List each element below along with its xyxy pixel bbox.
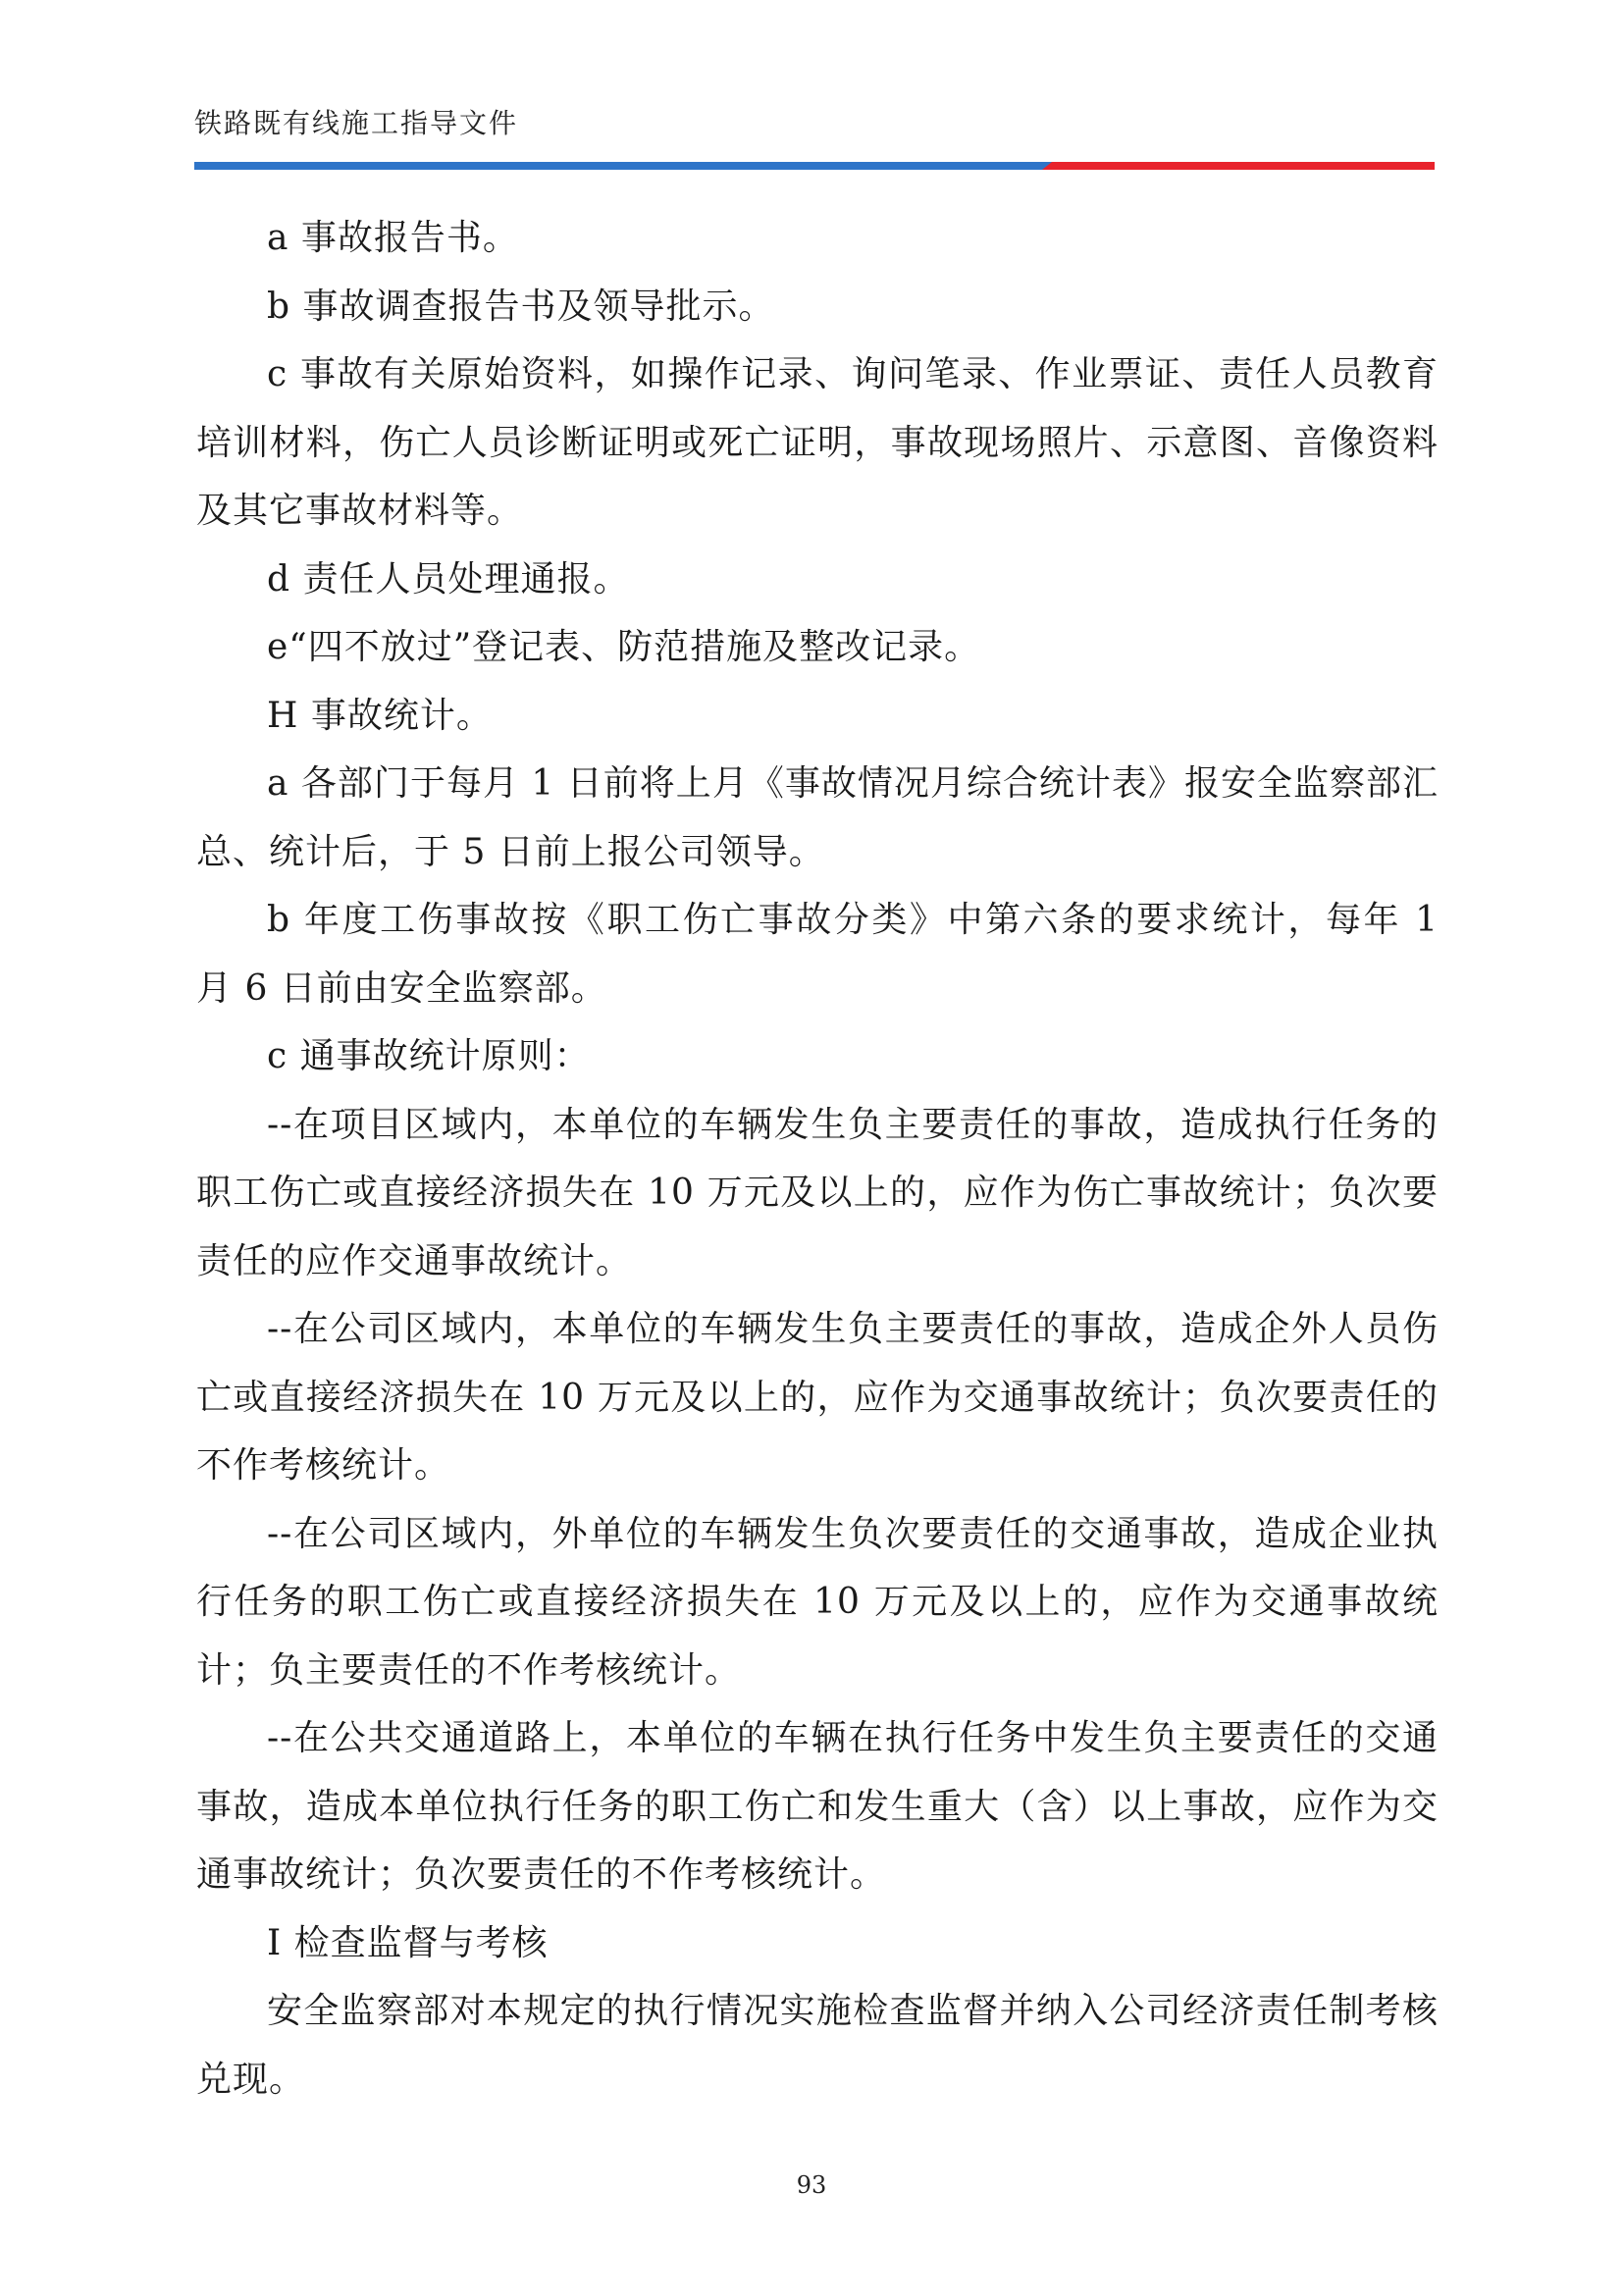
paragraph: a 各部门于每月 1 日前将上月《事故情况月综合统计表》报安全监察部汇总、统计后，于 5 日前上报公司领导。 (196, 763, 1439, 872)
section-heading: I 检查监督与考核 (267, 1922, 549, 1963)
header-rule-red (1042, 162, 1435, 170)
page-number: 93 (796, 2171, 827, 2199)
paragraph: c 事故有关原始资料，如操作记录、询问笔录、作业票证、责任人员教育培训材料，伤亡人员诊断证明或死亡证明，事故现场照片、示意图、音像资料及其它事故材料等。 (196, 354, 1439, 531)
paragraph: --在公共交通道路上，本单位的车辆在执行任务中发生负主要责任的交通事故，造成本单位执行任务的职工伤亡和发生重大（含）以上事故，应作为交通事故统计；负次要责任的不作考核统计。 (196, 1718, 1439, 1895)
running-header: 铁路既有线施工指导文件 (194, 107, 519, 139)
paragraph: --在公司区域内，本单位的车辆发生负主要责任的事故，造成企外人员伤亡或直接经济损失在 10 万元及以上的，应作为交通事故统计；负次要责任的不作考核统计。 (196, 1309, 1439, 1486)
paragraph: d 责任人员处理通报。 (267, 558, 630, 600)
header-rule (194, 162, 1435, 170)
paragraph: --在公司区域内，外单位的车辆发生负次要责任的交通事故，造成企业执行任务的职工伤亡或直接经济损失在 10 万元及以上的，应作为交通事故统计；负主要责任的不作考核统计。 (196, 1513, 1439, 1691)
section-heading: H 事故统计。 (267, 695, 493, 736)
paragraph: a 事故报告书。 (267, 218, 519, 258)
paragraph: 安全监察部对本规定的执行情况实施检查监督并纳入公司经济责任制考核兑现。 (196, 1991, 1439, 2100)
paragraph: e“四不放过”登记表、防范措施及整改记录。 (267, 627, 981, 667)
paragraph: b 年度工伤事故按《职工伤亡事故分类》中第六条的要求统计，每年 1 月 6 日前由安全监察部。 (196, 900, 1439, 1009)
paragraph: --在项目区域内，本单位的车辆发生负主要责任的事故，造成执行任务的职工伤亡或直接经济损失在 10 万元及以上的，应作为伤亡事故统计；负次要责任的应作交通事故统计。 (196, 1104, 1439, 1281)
paragraph: b 事故调查报告书及领导批示。 (267, 286, 775, 327)
body-text (196, 204, 1439, 2113)
header-rule-blue (194, 162, 1053, 170)
paragraph: c 通事故统计原则： (267, 1036, 591, 1076)
